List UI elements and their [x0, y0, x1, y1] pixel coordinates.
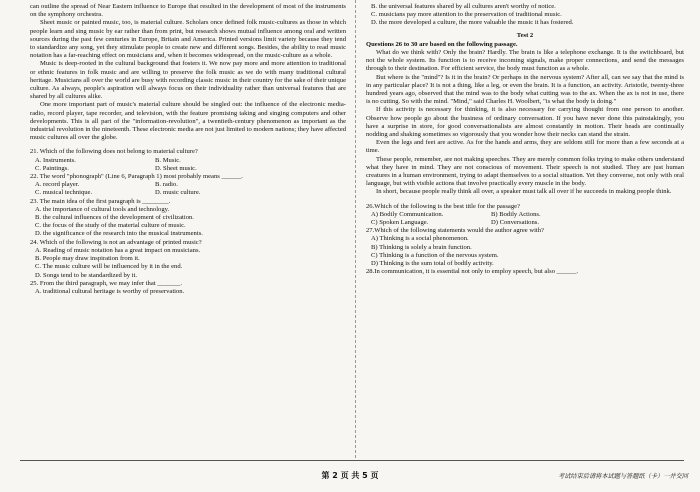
passage-paragraph: One more important part of music's material culture should be singled out: the influence of the electronic media-radio, record player, tape recorder, and television, with the feature promising taking and singing computers and other developments. This is all part of the "information-revolution", a twentieth-century phenomenon as important as the industrial revolution in the nineteenth. These electronic media are not just limited to modern nations; they have affected music cultures all over the globe. [30, 101, 346, 142]
question-stem: 27.Which of the following statements would the author agree with? [366, 227, 544, 235]
answer-option: A. Reading of music notation has a great impact on musicians. [35, 246, 201, 254]
question-stem: 21. Which of the following does not belong to material culture? [30, 148, 198, 156]
passage-paragraph: But where is the "mind"? Is it in the brain? Or perhaps in the nervous system? After all, can we say that the mind is in any particular place? It is not a thing, like a leg, or even the brain. It is a function, an activity. Aristotle, twenty-three hundred years ago, observed that the mind was to the body what cutting was to the ax. When the ax is not in use, there is no cutting. So with the mind. "Mind," said Charles H. Woolbert, "is what the body is doing." [366, 73, 684, 106]
passage-paragraph: If this activity is necessary for thinking, it is also necessary for carrying thought from one person to another. Observe how people go about the business of ordinary conversation. If you have never done this painstakingly, you have a surprise in store, for good conversationalists are almost constantly in motion. Their heads are continually nodding and shaking sometimes so vigorously that you wonder how their necks can stand the strain. [366, 106, 684, 139]
answer-option: B. radio. [155, 181, 178, 189]
option-row [30, 181, 346, 189]
answer-option: C. musical technique. [35, 189, 93, 197]
question-stem: 24. Which of the following is not an advantage of printed music? [30, 238, 202, 246]
question-stem: 28.In communication, it is essential not only to employ speech, but also ______. [366, 268, 579, 276]
answer-option: A. Instruments. [35, 156, 76, 164]
answer-option: C) Spoken Language. [371, 219, 429, 227]
left-column [30, 3, 346, 296]
column-divider [355, 0, 357, 458]
answer-option: D. Songs tend to be standardized by it. [35, 271, 138, 279]
answer-option: B) Bodily Actions. [491, 210, 541, 218]
footer-note: 考试结束后请将本试题与答题纸（卡）一并交回 [558, 473, 688, 480]
answer-option: C) Thinking is a function of the nervous system. [371, 251, 499, 259]
passage-paragraph: What do we think with? Only the brain? Hardly. The brain is like a telephone exchange. It is the switchboard, but not the whole system. Its function is to receive incoming signals, make proper connections, and send the messages through to their destination. For efficient service, the body must function as a whole. [366, 49, 684, 73]
option-row [30, 157, 346, 165]
answer-option: B) Thinking is solely a brain function. [371, 243, 472, 251]
passage-paragraph: Sheet music or painted music, too, is material culture. Scholars once defined folk music-cultures as those in which people learn and sing music by ear rather than from print, but research shows mutual influence among oral and written sources during the past few centuries in Europe, Britain and America. Printed versions limit variety because they tend to standardize any song, yet they stimulate people to create new and different songs. Besides, the ability to read music notation has a far-reaching effect on musicians and, when it becomes widespread, on the music-culture as a whole. [30, 19, 346, 60]
question-stem: 23. The main idea of the first paragraph is ________. [30, 197, 171, 205]
answer-option: A. the importance of cultural tools and technology. [35, 205, 170, 213]
answer-option: C. musicians pay more attention to the preservation of traditional music. [371, 11, 562, 19]
answer-option: A) Bodily Communication. [371, 210, 444, 218]
answer-option: C. the focus of the study of the material culture of music. [35, 222, 186, 230]
passage-paragraph: Music is deep-rooted in the cultural background that fosters it. We now pay more and more attention to traditional or ethnic features in folk music and are willing to preserve the folk music as we do with many traditional cultural heritage. Musicians all over the world are busy with recording classic music in their country for the sake of their unique culture. As always, people's aspiration will always focus on their individuality rather than universal features that are shared by all cultures alike. [30, 60, 346, 101]
passage-paragraph: In short, because people really think all over, a speaker must talk all over if he succeeds in making people think. [376, 188, 672, 196]
test-title: Test 2 [516, 31, 534, 39]
question-stem: 26.Which of the following is the best title for the passage? [366, 202, 520, 210]
answer-option: D) Thinking is the sum total of bodily activity. [371, 260, 494, 268]
right-column [366, 3, 684, 277]
answer-option: B. the cultural influences of the development of civilization. [35, 214, 194, 222]
option-row [30, 165, 346, 173]
passage-heading: Questions 26 to 30 are based on the following passage. [366, 40, 518, 48]
answer-option: A. traditional cultural heritage is worthy of preservation. [35, 287, 185, 295]
answer-option: A. record player. [35, 181, 80, 189]
answer-option: D. the more developed a culture, the more valuable the music it has fostered. [371, 19, 574, 27]
answer-option: C. Paintings. [35, 164, 69, 172]
answer-option: D) Conversations. [491, 219, 539, 227]
passage-paragraph: These people, remember, are not making speeches. They are merely common folks trying to make others understand what they have in mind. They are not conscious of movement. Their speech is not studied. They are just human creatures in a human environment, trying to adapt themselves to a social situation. Yet they converse, not only with oral language, but with visible actions that involve practically every muscle in the body. [366, 155, 684, 188]
answer-option: A) Thinking is a social phenomenon. [371, 235, 469, 243]
page-number: 第 2 页 共 5 页 [321, 471, 379, 480]
answer-option: D. Sheet music. [155, 164, 197, 172]
option-row [366, 219, 684, 227]
footer-rule [20, 460, 684, 461]
question-stem: 25. From the third paragraph, we may infer that _______. [30, 279, 182, 287]
option-row [366, 211, 684, 219]
passage-paragraph: can outline the spread of Near Eastern influence to Europe that resulted in the development of most of the instruments on the symphony orchestra. [30, 3, 346, 19]
answer-option: D. music culture. [155, 189, 201, 197]
answer-option: B. the universal features shared by all cultures aren't worthy of notice. [371, 3, 556, 10]
answer-option: C. The music culture will be influenced by it in the end. [35, 263, 183, 271]
answer-option: B. Music. [155, 156, 181, 164]
option-row [30, 189, 346, 197]
passage-paragraph: Even the legs and feet are active. As for the hands and arms, they are seldom still for more than a few seconds at a time. [366, 139, 684, 155]
answer-option: D. the significance of the research into the musical instruments. [35, 230, 203, 238]
answer-option: B. People may draw inspiration from it. [35, 255, 140, 263]
question-stem: 22. The word "phonograph" (Line 6, Paragraph 1) most probably means ______. [30, 173, 243, 181]
